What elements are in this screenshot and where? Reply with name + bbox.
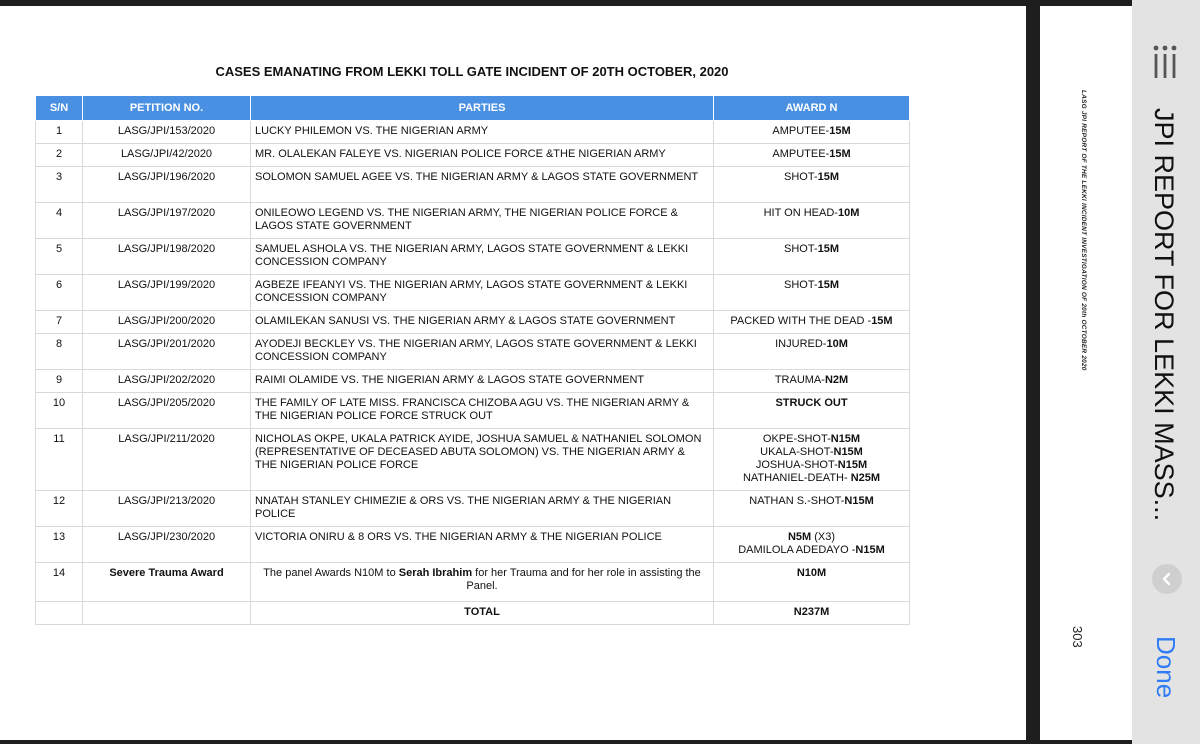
- award-amount: 15M: [817, 243, 840, 255]
- page-title: CASES EMANATING FROM LEKKI TOLL GATE INCIDENT OF 20TH OCTOBER, 2020: [215, 64, 729, 79]
- running-header: LASG JPI REPORT OF THE LEKKI INCIDENT INVESTIGATION OF 20th OCTOBER 2020: [1080, 90, 1087, 371]
- cell-sn: 10: [36, 393, 83, 429]
- award-desc: OKPE-SHOT-: [762, 433, 831, 445]
- cell-parties: AGBEZE IFEANYI VS. THE NIGERIAN ARMY, LAGOS STATE GOVERNMENT & LEKKI CONCESSION COMPANY: [251, 275, 714, 311]
- award-line: [718, 397, 905, 410]
- cell-award: [714, 393, 910, 429]
- award-line: [718, 446, 905, 459]
- cell-award: [714, 203, 910, 239]
- cell-petition: LASG/JPI/230/2020: [83, 527, 251, 563]
- list-icon[interactable]: [1152, 44, 1178, 80]
- cell-sn: 2: [36, 144, 83, 167]
- column-header-sn: S/N: [36, 96, 83, 121]
- cell-petition: LASG/JPI/202/2020: [83, 370, 251, 393]
- cell-parties: SOLOMON SAMUEL AGEE VS. THE NIGERIAN ARMY & LAGOS STATE GOVERNMENT: [251, 167, 714, 203]
- cell-parties: OLAMILEKAN SANUSI VS. THE NIGERIAN ARMY & LAGOS STATE GOVERNMENT: [251, 311, 714, 334]
- cell-award: [714, 239, 910, 275]
- award-desc: AMPUTEE-: [772, 148, 830, 160]
- award-amount: N15M: [837, 459, 868, 471]
- award-desc: NATHANIEL-DEATH-: [742, 472, 851, 484]
- cell-petition: LASG/JPI/42/2020: [83, 144, 251, 167]
- cell-petition: LASG/JPI/213/2020: [83, 491, 251, 527]
- table-row: [36, 203, 910, 239]
- cell-sn: 4: [36, 203, 83, 239]
- award-amount: STRUCK OUT: [775, 397, 848, 409]
- cell-parties: RAIMI OLAMIDE VS. THE NIGERIAN ARMY & LAGOS STATE GOVERNMENT: [251, 370, 714, 393]
- cell-parties: THE FAMILY OF LATE MISS. FRANCISCA CHIZOBA AGU VS. THE NIGERIAN ARMY & THE NIGERIAN POLICE FORCE STRUCK OUT: [251, 393, 714, 429]
- table-row: [36, 239, 910, 275]
- cell-petition: Severe Trauma Award: [83, 563, 251, 602]
- table-row: [36, 370, 910, 393]
- table-row: [36, 121, 910, 144]
- cell-sn: 6: [36, 275, 83, 311]
- cell-sn: 9: [36, 370, 83, 393]
- table-row: [36, 144, 910, 167]
- cell-empty: [36, 602, 83, 625]
- cell-sn: 11: [36, 429, 83, 491]
- cell-parties: VICTORIA ONIRU & 8 ORS VS. THE NIGERIAN ARMY & THE NIGERIAN POLICE: [251, 527, 714, 563]
- cell-award: [714, 527, 910, 563]
- cell-award: N10M: [714, 563, 910, 602]
- award-line: [718, 433, 905, 446]
- cell-sn: 5: [36, 239, 83, 275]
- cell-parties: NNATAH STANLEY CHIMEZIE & ORS VS. THE NIGERIAN ARMY & THE NIGERIAN POLICE: [251, 491, 714, 527]
- document-title: JPI REPORT FOR LEKKI MASS...: [1149, 108, 1179, 522]
- cell-empty: [83, 602, 251, 625]
- cell-petition: LASG/JPI/201/2020: [83, 334, 251, 370]
- award-amount: 10M: [826, 338, 848, 350]
- table-row: [36, 491, 910, 527]
- parties-text: for her Trauma and for her role in assisting the Panel.: [466, 567, 701, 592]
- award-line: [718, 243, 905, 256]
- award-desc: SHOT-: [783, 243, 818, 255]
- award-line: [718, 171, 905, 184]
- award-amount: N15M: [855, 544, 885, 556]
- page-number: 303: [1070, 626, 1085, 648]
- award-desc: AMPUTEE-: [772, 125, 830, 137]
- award-line: [718, 495, 905, 508]
- cell-sn: 1: [36, 121, 83, 144]
- cell-petition: LASG/JPI/198/2020: [83, 239, 251, 275]
- award-line: [718, 544, 905, 557]
- award-amount: N15M: [844, 495, 874, 507]
- chevron-left-icon: [1160, 572, 1174, 586]
- award-amount: 15M: [829, 148, 851, 160]
- cell-award: [714, 334, 910, 370]
- table-row: [36, 393, 910, 429]
- total-row: [36, 602, 910, 625]
- table-row: [36, 311, 910, 334]
- cell-petition: LASG/JPI/196/2020: [83, 167, 251, 203]
- award-suffix: (X3): [811, 531, 836, 543]
- column-header-parties: PARTIES: [251, 96, 714, 121]
- award-line: [718, 148, 905, 161]
- cell-award: [714, 311, 910, 334]
- cell-award: [714, 491, 910, 527]
- table-row: [36, 334, 910, 370]
- done-button[interactable]: Done: [1151, 636, 1181, 699]
- column-header-award: AWARD N: [714, 96, 910, 121]
- award-amount: 15M: [817, 171, 840, 183]
- cell-sn: 8: [36, 334, 83, 370]
- award-desc: DAMILOLA ADEDAYO -: [738, 544, 856, 556]
- cell-petition: LASG/JPI/205/2020: [83, 393, 251, 429]
- award-line: [718, 338, 905, 351]
- awardee-name: Serah Ibrahim: [398, 567, 473, 579]
- award-amount: N15M: [830, 433, 861, 445]
- cell-petition: LASG/JPI/153/2020: [83, 121, 251, 144]
- cell-parties: MR. OLALEKAN FALEYE VS. NIGERIAN POLICE FORCE &THE NIGERIAN ARMY: [251, 144, 714, 167]
- table-row: [36, 275, 910, 311]
- cell-parties: ONILEOWO LEGEND VS. THE NIGERIAN ARMY, THE NIGERIAN POLICE FORCE & LAGOS STATE GOVERNMENT: [251, 203, 714, 239]
- cell-award: [714, 121, 910, 144]
- award-line: [718, 374, 905, 387]
- cell-petition: LASG/JPI/200/2020: [83, 311, 251, 334]
- table-row: [36, 527, 910, 563]
- cell-petition: LASG/JPI/197/2020: [83, 203, 251, 239]
- award-line: [718, 207, 905, 220]
- award-desc: TRAUMA-: [774, 374, 825, 386]
- award-desc: INJURED-: [775, 338, 827, 350]
- award-amount: 15M: [817, 279, 840, 291]
- award-line: [718, 315, 905, 328]
- cell-award: [714, 167, 910, 203]
- back-button[interactable]: [1152, 564, 1182, 594]
- award-amount: N25M: [850, 472, 881, 484]
- cell-parties: [251, 563, 714, 602]
- cell-sn: 12: [36, 491, 83, 527]
- award-amount: N5M: [787, 531, 812, 543]
- award-amount: 15M: [871, 315, 893, 327]
- cell-award: [714, 275, 910, 311]
- award-amount: 15M: [829, 125, 851, 137]
- award-line: [718, 531, 905, 544]
- award-line: [718, 279, 905, 292]
- award-amount: 10M: [837, 207, 860, 219]
- cell-sn: 3: [36, 167, 83, 203]
- award-desc: PACKED WITH THE DEAD -: [730, 315, 872, 327]
- awards-table: [35, 95, 910, 625]
- total-label: TOTAL: [251, 602, 714, 625]
- table-row: [36, 429, 910, 491]
- award-amount: N2M: [824, 374, 849, 386]
- award-desc: NATHAN S.-SHOT-: [749, 495, 845, 507]
- award-desc: HIT ON HEAD-: [763, 207, 838, 219]
- total-value: N237M: [714, 602, 910, 625]
- award-desc: SHOT-: [783, 171, 818, 183]
- award-amount: N15M: [833, 446, 863, 458]
- cell-parties: SAMUEL ASHOLA VS. THE NIGERIAN ARMY, LAGOS STATE GOVERNMENT & LEKKI CONCESSION COMPANY: [251, 239, 714, 275]
- parties-text: The panel Awards N10M to: [263, 567, 399, 579]
- cell-award: [714, 429, 910, 491]
- award-desc: UKALA-SHOT-: [760, 446, 834, 458]
- award-desc: SHOT-: [783, 279, 818, 291]
- special-award-row: [36, 563, 910, 602]
- cell-sn: 13: [36, 527, 83, 563]
- cell-parties: LUCKY PHILEMON VS. THE NIGERIAN ARMY: [251, 121, 714, 144]
- table-row: [36, 167, 910, 203]
- award-line: [718, 125, 905, 138]
- award-line: [718, 459, 905, 472]
- cell-sn: 14: [36, 563, 83, 602]
- cell-petition: LASG/JPI/211/2020: [83, 429, 251, 491]
- cell-award: [714, 370, 910, 393]
- cell-parties: AYODEJI BECKLEY VS. THE NIGERIAN ARMY, LAGOS STATE GOVERNMENT & LEKKI CONCESSION COMPANY: [251, 334, 714, 370]
- cell-petition: LASG/JPI/199/2020: [83, 275, 251, 311]
- cell-award: [714, 144, 910, 167]
- page-gap: [1026, 6, 1040, 740]
- award-desc: JOSHUA-SHOT-: [755, 459, 838, 471]
- cell-sn: 7: [36, 311, 83, 334]
- column-header-petition: PETITION NO.: [83, 96, 251, 121]
- award-line: [718, 472, 905, 485]
- table-body: [36, 121, 910, 563]
- cell-parties: NICHOLAS OKPE, UKALA PATRICK AYIDE, JOSHUA SAMUEL & NATHANIEL SOLOMON (REPRESENTATIVE OF DECEASED ABUTA SOLOMON) VS. THE NIGERIAN ARMY & THE NIGERIAN POLICE FORCE: [251, 429, 714, 491]
- table-header-row: [36, 96, 910, 121]
